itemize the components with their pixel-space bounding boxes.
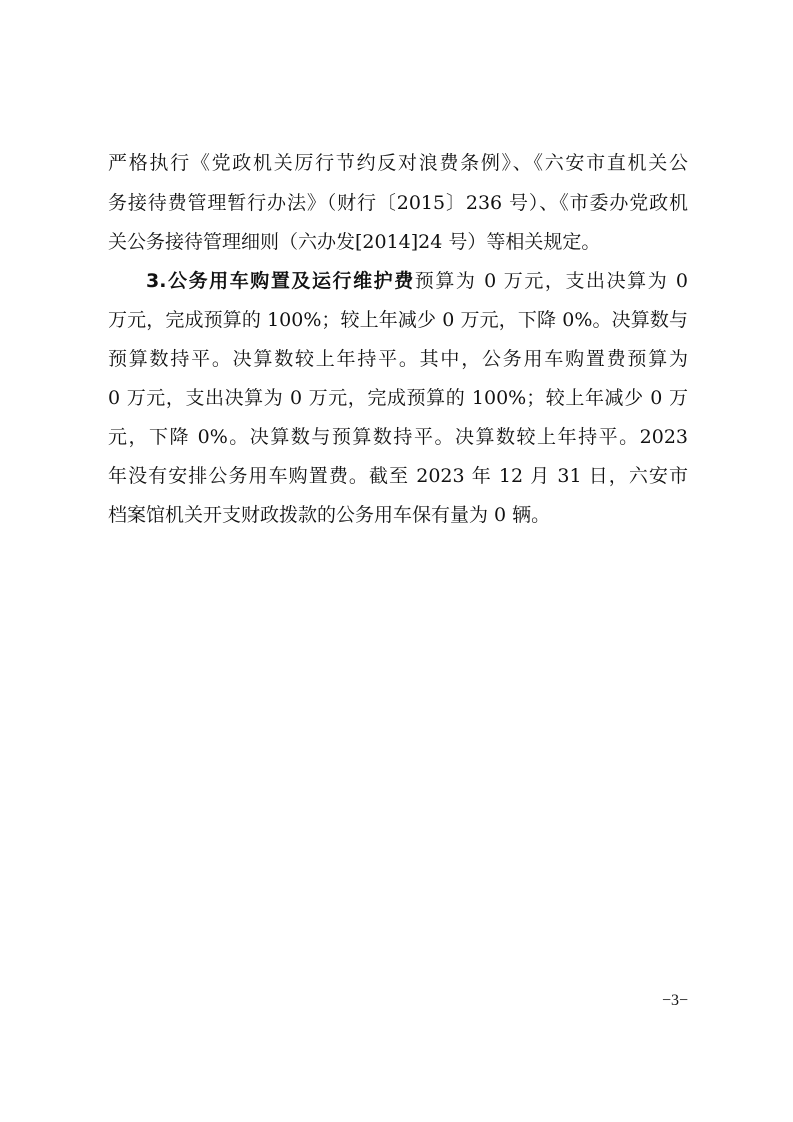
section3-first-line [146, 269, 688, 293]
paragraph-line-2: 务接待费管理暂行办法》（财行〔2015〕236 号）、《市委办党政机 [108, 192, 688, 214]
page-number: −3− [662, 992, 689, 1009]
paragraph-line-8: 元，下降 0%。决算数与预算数持平。决算数较上年持平。2023 [108, 426, 688, 448]
paragraph-line-5: 万元，完成预算的 100%；较上年减少 0 万元，下降 0%。决算数与 [108, 309, 688, 331]
section3-heading: 3.公务用车购置及运行维护费 [146, 270, 415, 292]
paragraph-line-3: 关公务接待管理细则（六办发[2014]24 号）等相关规定。 [108, 231, 601, 253]
paragraph-line-9: 年没有安排公务用车购置费。截至 2023 年 12 月 31 日，六安市 [108, 465, 688, 487]
section3-line-1-text: 预算为 0 万元，支出决算为 0 [414, 270, 688, 292]
paragraph-line-6: 预算数持平。决算数较上年持平。其中，公务用车购置费预算为 [108, 348, 688, 370]
paragraph-line-10: 档案馆机关开支财政拨款的公务用车保有量为 0 辆。 [108, 504, 551, 526]
paragraph-line-1: 严格执行《党政机关厉行节约反对浪费条例》、《六安市直机关公 [108, 152, 688, 174]
paragraph-line-7: 0 万元，支出决算为 0 万元，完成预算的 100%；较上年减少 0 万 [108, 387, 688, 409]
